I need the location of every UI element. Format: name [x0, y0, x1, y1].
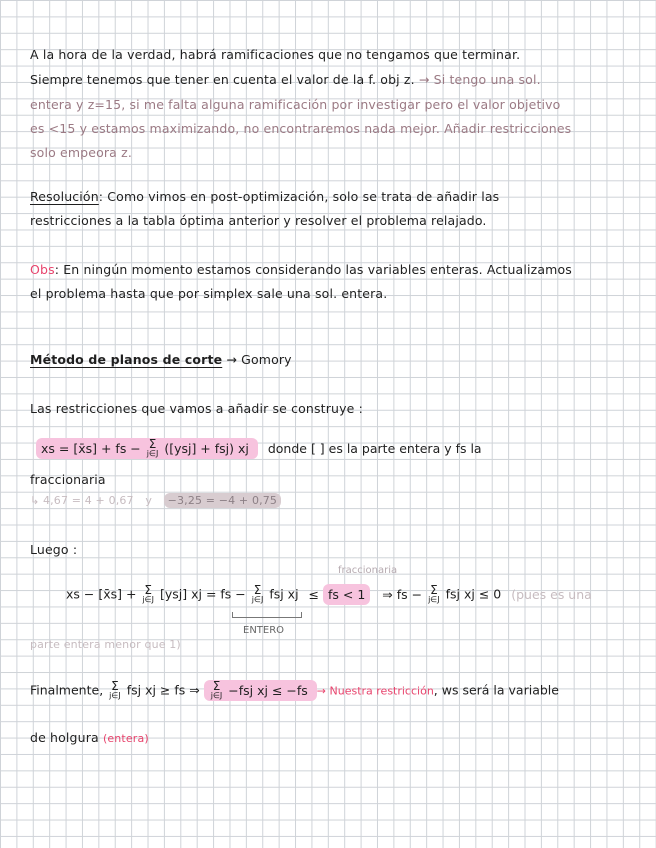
formula-part: xs = [x̄s] + fs −: [41, 440, 141, 456]
formula-part: fsj xj: [269, 586, 299, 602]
text-span: : En ningún momento estamos considerando las variables enteras. Actualizamos: [54, 262, 572, 277]
formula-part: fsj xj ≥ fs: [126, 682, 186, 698]
text-line: entera y z=15, si me falta alguna ramificación por investigar pero el valor objetivo: [30, 97, 561, 112]
text-span: : Como vimos en post-optimización, solo se trata de añadir las: [98, 189, 500, 204]
fraccionaria-label: fraccionaria: [338, 565, 398, 576]
formula-part: fs −: [220, 586, 246, 602]
section-heading: [30, 352, 292, 367]
example-1: ↳ 4,67 = 4 + 0,67: [30, 494, 134, 507]
formula-part: xs − [x̄s] +: [66, 586, 137, 602]
formula-note-cont: parte entera menor que 1): [30, 638, 181, 651]
final-start: Finalmente,: [30, 682, 104, 698]
text-line: [30, 72, 541, 87]
text-line: restricciones a la tabla óptima anterior y resolver el problema relajado.: [30, 213, 487, 228]
example-join: y: [145, 494, 152, 507]
text-line: [30, 730, 149, 745]
formula-part: [ysj] xj =: [159, 586, 217, 602]
text-line: el problema hasta que por simplex sale una sol. entera.: [30, 286, 388, 301]
sum-symbol: Σ j∈J: [109, 679, 121, 700]
formula-part: , ws será la variable: [433, 682, 559, 698]
text-line: [30, 262, 572, 277]
formula-part: fsj xj ≤ 0: [445, 586, 502, 602]
text-line: Las restricciones que vamos a añadir se construye :: [30, 401, 363, 416]
text-line: A la hora de la verdad, habrá ramificaciones que no tengamos que terminar.: [30, 47, 521, 62]
example-2: −3,25 = −4 + 0,75: [164, 493, 281, 508]
sum-symbol: Σ j∈J: [428, 583, 440, 604]
formula-part: ⇒: [189, 682, 200, 698]
formula-part: −fsj xj ≤ −fs: [228, 682, 308, 698]
gomory-formula: [36, 437, 482, 458]
text-line: fraccionaria: [30, 472, 106, 487]
formula-note: (pues es una: [511, 586, 592, 602]
entero-label: ENTERO: [243, 625, 285, 636]
sum-symbol: Σ j∈J: [251, 583, 264, 604]
entera-label: (entera): [102, 732, 149, 745]
example-line: [30, 494, 281, 507]
text-line: [30, 189, 499, 204]
sum-symbol: Σ j∈J: [142, 583, 154, 604]
formula-part: ≤: [308, 586, 320, 602]
text-line: solo empeora z.: [30, 145, 132, 160]
text-span: Siempre tenemos que tener en cuenta el valor de la f. obj z.: [30, 72, 415, 87]
sum-symbol: Σ j∈J: [146, 437, 159, 458]
formula-description: donde [ ] es la parte entera y fs la: [267, 440, 482, 456]
formula-part: ([ysj] + fsj) xj: [164, 440, 249, 456]
heading-title: Método de planos de corte: [30, 352, 223, 367]
obs-label: Obs: [30, 262, 55, 277]
derivation-formula: [66, 583, 592, 604]
text-span: → Si tengo una sol.: [418, 72, 541, 87]
final-line: [30, 679, 559, 700]
sum-symbol: Σ j∈J: [210, 679, 223, 700]
formula-highlight: [36, 438, 258, 459]
formula-part: ⇒ fs −: [382, 586, 423, 602]
heading-suffix: → Gomory: [226, 352, 292, 367]
formula-highlight: fs < 1: [323, 584, 370, 605]
resolucion-label: Resolución: [30, 189, 99, 204]
entero-brace: [232, 612, 302, 618]
text-line: es <15 y estamos maximizando, no encontraremos nada mejor. Añadir restricciones: [30, 121, 572, 136]
text-span: de holgura: [30, 730, 99, 745]
restriction-label: → Nuestra restricción: [316, 684, 434, 698]
luego-label: Luego :: [30, 542, 78, 557]
restriction-highlight: [204, 680, 317, 701]
